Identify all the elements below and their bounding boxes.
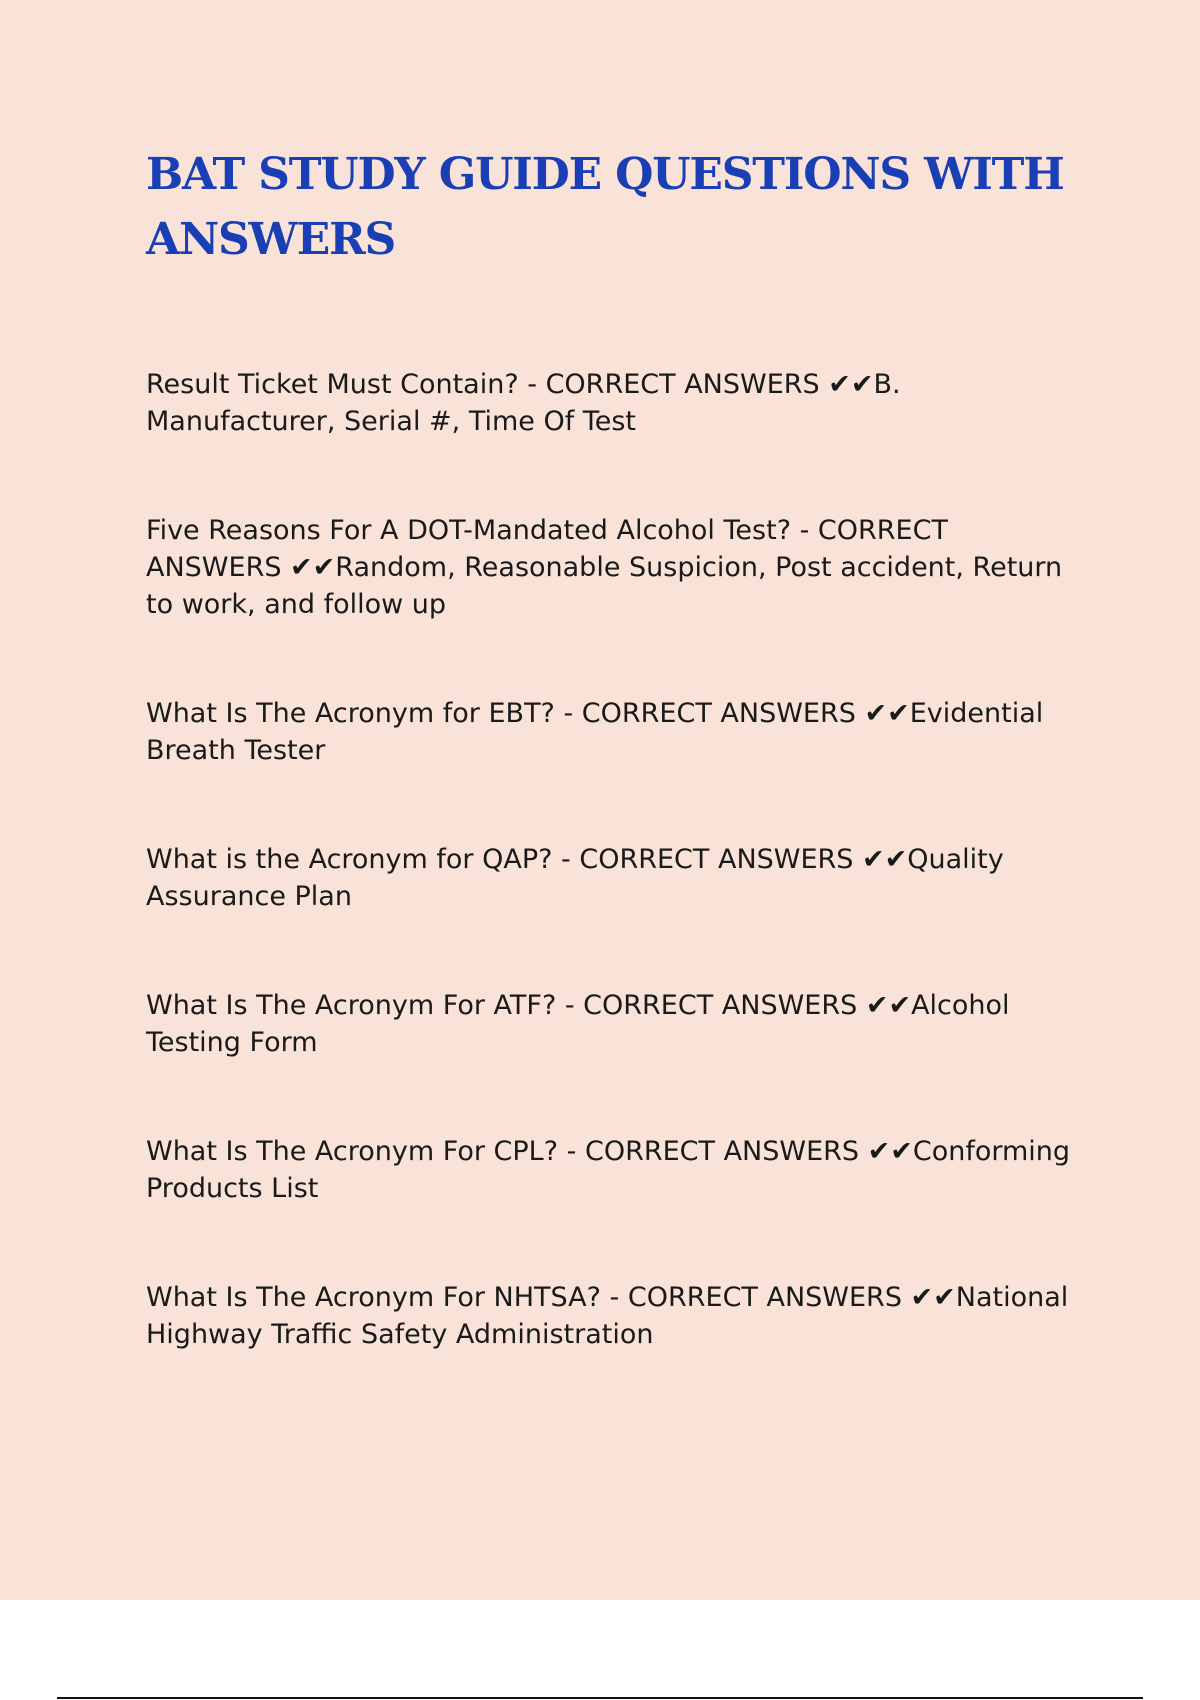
qa-list [146,366,1076,1425]
qa-item-atf: What Is The Acronym For ATF? - CORRECT ANSWERS ✔✔Alcohol Testing Form [146,990,1010,1058]
qa-item-nhtsa: What Is The Acronym For NHTSA? - CORRECT ANSWERS ✔✔National Highway Traffic Safety Administration [146,1282,1069,1350]
document-title: BAT STUDY GUIDE QUESTIONS WITH ANSWERS [146,149,1064,265]
qa-item-result-ticket: Result Ticket Must Contain? - CORRECT ANSWERS ✔✔B. Manufacturer, Serial #, Time Of Test [146,369,901,437]
qa-item-cpl: What Is The Acronym For CPL? - CORRECT ANSWERS ✔✔Conforming Products List [146,1136,1071,1204]
qa-item-ebt: What Is The Acronym for EBT? - CORRECT ANSWERS ✔✔Evidential Breath Tester [146,698,1044,766]
qa-item-dot-reasons: Five Reasons For A DOT-Mandated Alcohol Test? - CORRECT ANSWERS ✔✔Random, Reasonable Suspicion, Post accident, Return to work, and follow up [146,515,1063,620]
qa-item-qap: What is the Acronym for QAP? - CORRECT ANSWERS ✔✔Quality Assurance Plan [146,844,1004,912]
footer-divider [57,1697,1143,1699]
